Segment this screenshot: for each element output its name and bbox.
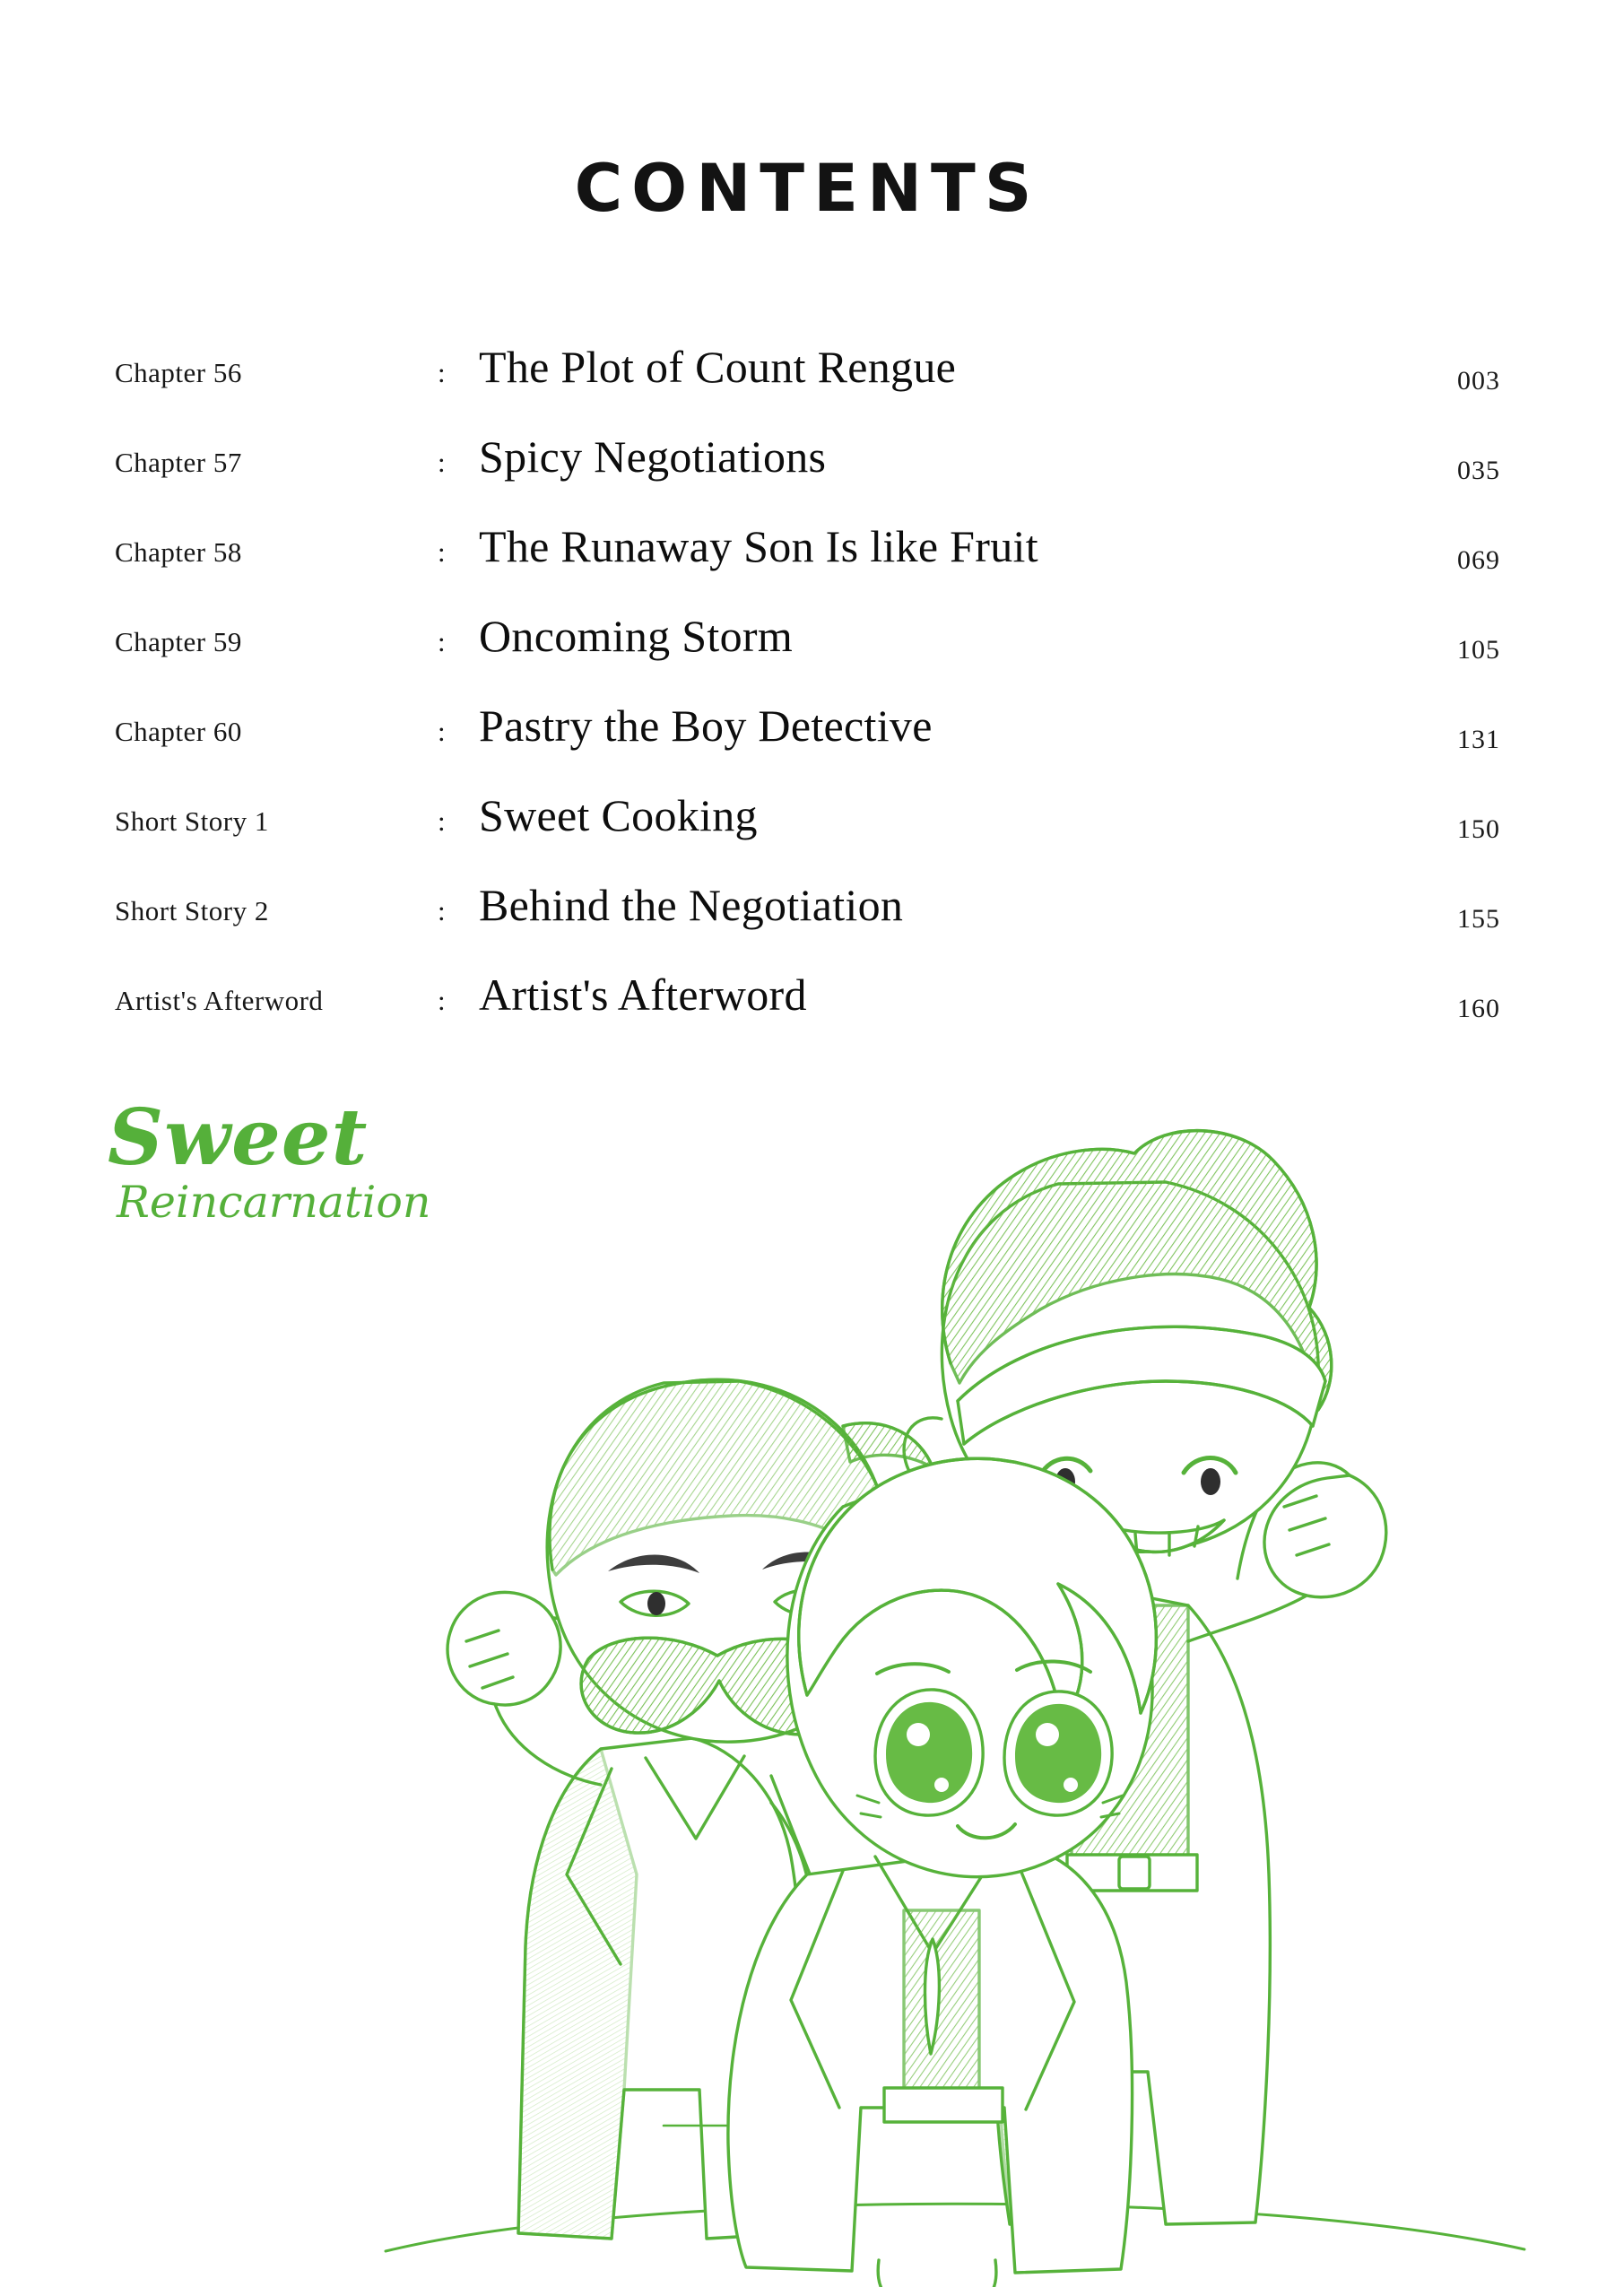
toc-entry-title: Spicy Negotiations xyxy=(479,431,827,482)
chibi-characters-illustration xyxy=(377,1067,1533,2287)
toc-entry[interactable] xyxy=(115,520,1500,610)
toc-entry-label: Chapter 57 xyxy=(115,447,242,478)
table-of-contents xyxy=(115,341,1500,1058)
toc-entry-page: 131 xyxy=(1457,725,1500,754)
toc-entry[interactable] xyxy=(115,789,1500,879)
toc-entry[interactable] xyxy=(115,430,1500,520)
toc-entry-page: 160 xyxy=(1457,994,1500,1023)
toc-entry-title: Pastry the Boy Detective xyxy=(479,700,933,751)
page-title: CONTENTS xyxy=(574,151,1041,227)
toc-entry-page: 069 xyxy=(1457,545,1500,575)
toc-entry[interactable] xyxy=(115,879,1500,969)
toc-entry[interactable] xyxy=(115,610,1500,700)
toc-entry-page: 105 xyxy=(1457,635,1500,665)
toc-entry-title: The Plot of Count Rengue xyxy=(479,342,957,392)
toc-entry-page: 150 xyxy=(1457,814,1500,844)
toc-separator: : xyxy=(438,716,446,747)
toc-entry-label: Chapter 58 xyxy=(115,536,242,568)
toc-entry-title: The Runaway Son Is like Fruit xyxy=(479,521,1038,571)
series-logo-line1: Sweet xyxy=(108,1092,369,1183)
toc-separator: : xyxy=(438,895,446,926)
toc-entry-label: Chapter 59 xyxy=(115,626,242,657)
toc-separator: : xyxy=(438,626,446,657)
toc-entry-page: 035 xyxy=(1457,456,1500,485)
toc-entry-title: Sweet Cooking xyxy=(479,790,758,840)
toc-separator: : xyxy=(438,357,446,388)
toc-entry-label: Artist's Afterword xyxy=(115,985,324,1016)
toc-entry-title: Oncoming Storm xyxy=(479,611,794,661)
toc-entry-page: 003 xyxy=(1457,366,1500,396)
toc-entry-page: 155 xyxy=(1457,904,1500,934)
toc-entry-title: Behind the Negotiation xyxy=(479,880,904,930)
toc-separator: : xyxy=(438,536,446,568)
toc-entry-label: Chapter 56 xyxy=(115,357,242,388)
toc-separator: : xyxy=(438,447,446,478)
series-logo-line2: Reincarnation xyxy=(117,1176,431,1228)
toc-separator: : xyxy=(438,805,446,837)
toc-entry-title: Artist's Afterword xyxy=(479,970,807,1020)
toc-entry-label: Short Story 1 xyxy=(115,805,269,837)
toc-separator: : xyxy=(438,985,446,1016)
toc-entry[interactable] xyxy=(115,969,1500,1058)
toc-entry-label: Short Story 2 xyxy=(115,895,269,926)
toc-entry[interactable] xyxy=(115,700,1500,789)
toc-entry[interactable] xyxy=(115,341,1500,430)
toc-entry-label: Chapter 60 xyxy=(115,716,242,747)
